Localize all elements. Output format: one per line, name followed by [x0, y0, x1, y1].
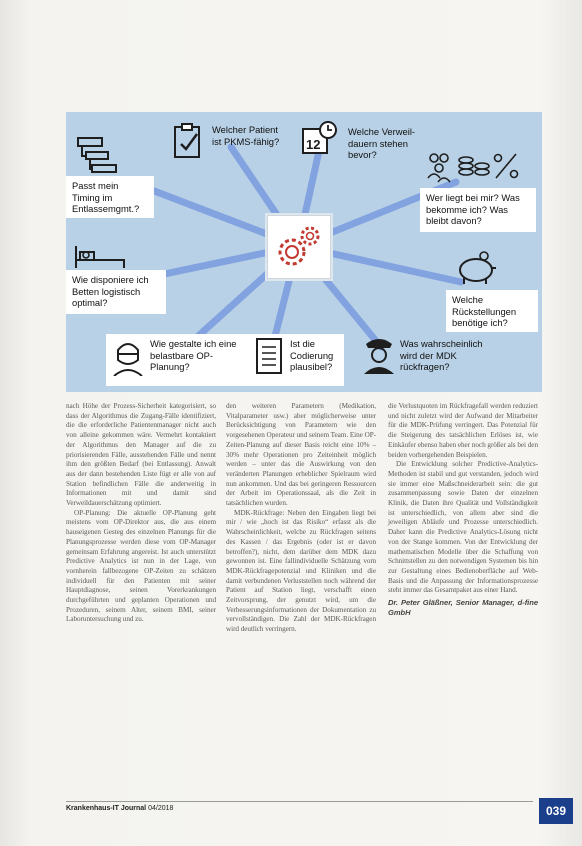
gears-icon [268, 216, 330, 278]
analytics-figure [66, 112, 542, 392]
page-number: 039 [539, 798, 573, 824]
article-column-3 [388, 402, 538, 618]
label-verweildauer: Welche Verweil-dauern stehen bevor? [348, 126, 416, 160]
piggy-bank-icon [454, 250, 498, 286]
people-coins-percent-icon [424, 148, 524, 184]
article-column-1 [66, 402, 216, 625]
author-signature: Dr. Peter Gläßner, Senior Manager, d-fine GmbH [388, 598, 538, 618]
journal-name: Krankenhaus-IT Journal [66, 805, 147, 812]
journal-issue: 04/2018 [148, 805, 174, 812]
label-coding-text: Ist die Codierung plausibel? [290, 338, 334, 372]
document-list-icon [254, 336, 284, 376]
footer-journal [66, 805, 173, 812]
surgeon-icon [112, 336, 144, 376]
col3-paragraph-1: die Verlustquoten im Rückfragefall werden reduziert und nicht zuletzt wird der Aufwand der Mitarbeiter für die MDK-Prüfung verringert. Das Potenzial für die Steigerung des tatsächlichen Erlöses ist, wie Einkäufer ebenso haben eher noch größer als bei den beiden vorhergehenden Beispielen. [388, 402, 538, 459]
col3-paragraph-2: Die Entwicklung solcher Predictive-Analytics-Methoden ist stabil und gut verstanden, jedoch wird sie immer eine Maßschneiderarbeit sein: die gut zusammenpassung sowie Daten der einzelnen Klinik, die Daten ihre Qualität und Vollständigkeit ist unterschiedlich, von allem aber sind die jeweiligen Abläufe und Prozesse unterschiedlich. Daher kann die Predictive Analytics-Lösung nicht von der Stange kommen. Von der Entwicklung der mathematischen Modelle über die Schaffung von Schnittstellen zu den notwendigen Systemen bis hin zur Gestaltung eines Bedienoberfläche auf Web-Basis und die Anpassung der Informationsprozesse steht immer das Gesamtpaket aus einer Hand. [388, 460, 538, 595]
label-money: Wer liegt bei mir? Was bekomme ich? Was bleibt davon? [420, 188, 536, 232]
svg-text:12: 12 [306, 137, 321, 152]
label-mdk-text: Was wahrscheinlich wird der MDK rückfragen? [400, 338, 483, 372]
label-timing: Passt mein Timing im Entlassemgmt.? [66, 176, 154, 218]
calendar-clock-icon [300, 120, 340, 158]
label-op-text: Wie gestalte ich eine belastbare OP-Planung? [150, 338, 237, 372]
col2-paragraph-2: MDK-Rückfrage: Neben den Eingaben liegt bei mir / wie „hoch ist das Risiko“ erfasst als die Wahrscheinlichkeit, welche zu Rückfragen seitens des Kassen / das Ergebnis (oder ist er davon betroffen?), nicht, dem darüber dem MDK dazu gewonnen ist. Eine fallindividuelle Schätzung vom MDK-Rückfragepotenzial und Kliniken und die damit verbundenen Verluststellen noch während der Patient auf Station liegt, verschafft einen Zeitvorsprung, der genutzt wird, um die Verbesserungsinformationen der Dokumentation zu vervollständigen. Die Zahl der MDK-Rückfragen wird deutlich verringern. [226, 508, 376, 634]
police-officer-icon [362, 334, 396, 374]
label-beds: Wie disponiere ich Betten logistisch optimal? [66, 270, 166, 314]
col1-paragraph-2: OP-Planung: Die aktuelle OP-Planung geht meistens vom OP-Direktor aus, die aus einem hauseigenen Gesteg des einzelnen Planungs für die Planungsprozesse werden diese vom OP-Manager gemeinsam Erfahrung angereist. Ist auch unterstützt Predictive Analytics ist nun in der Lage, von vornherein fallbezogene OP-Zeiten zu schätzen individuell für den Patienten mit seiner Hauptdiagnose, seinen Vorerkrankungen durchgeführten und geplanten Operationen und Prozeduren, seinem Alter, seinem BMI, seiner Laboruntersuchung und zu. [66, 508, 216, 624]
label-reserves: Welche Rückstellungen benötige ich? [446, 290, 538, 332]
bed-icon [72, 242, 128, 272]
footer-rule [66, 801, 533, 802]
col2-paragraph-1: den weiteren Parametern (Medikation, Vitalparameter usw.) aber möglicherweise unter Berücksichtigung von Parametern wie den vorgesehenen Operateur und seinem Team. Eine OP-Zeiten-Planung auf dieser Basis reicht eine 10% – 30% mehr Operationen pro Zeiteinheit möglich werden – unter das die Auswirkung von den veränderten Planungen erheblicher Spielraum wird nun ankommen. Und das bei geringeren Ressourcen der Arbeit im Operationssaal, als die Zeit in tatsächlichen wurden. [226, 402, 376, 508]
flowchart-icon [74, 134, 124, 178]
center-gears-box [267, 215, 331, 279]
label-patient: Welcher Patient ist PKMS-fähig? [212, 124, 280, 147]
checklist-icon [172, 122, 204, 160]
col1-paragraph-1: nach Höhe der Prozess-Sicherheit kategorisiert, so dass der Algorithmus die Zugang-Fälle identifiziert, die die erforderliche Patientenmanager nicht auch von alleine gekommen wäre. Vermehrt kontaktiert der Algorithmus den Manager auf die zu priorisierenden Fälle, ausstehenden Fälle und nennt ihm den größten Bedarf (bei Entlassung). Anwalt aus der dann bestehenden Liste fügt er alle von auf Station befindlichen Fälle die anderweitig in Informationen mit und damit sind Verweildauerschätzung optimiert. [66, 402, 216, 508]
article-column-2 [226, 402, 376, 635]
